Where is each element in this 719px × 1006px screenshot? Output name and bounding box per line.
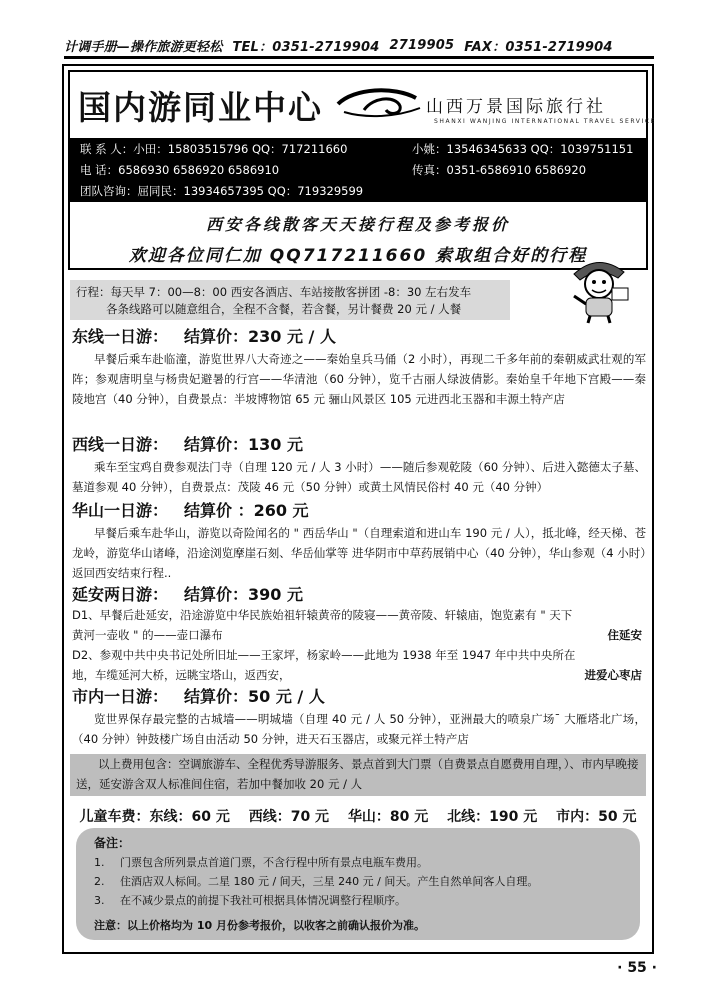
yanan-day2-b: 地，车缆延河大桥，远眺宝塔山，返西安， 进爱心枣店 (72, 665, 646, 685)
route-yanan (72, 582, 646, 685)
headline-block (70, 212, 646, 266)
contact-row-1-right: 小姚：13546345633 QQ：1039751151 (412, 142, 634, 156)
contact-block (70, 138, 646, 202)
route-huashan (72, 498, 646, 583)
yanan-day1-a: D1、早餐后赴延安，沿途游览中华民族始祖轩辕黄帝的陵寝——黄帝陵、轩辕庙，饱览素有 " 天下 (72, 608, 573, 622)
agency-name: 山西万景国际旅行社 (426, 97, 606, 117)
top-banner (64, 34, 654, 59)
itinerary-line-1: 行程：每天早 7：00—8：00 西安各酒店、车站接散客拼团 -8：30 左右发车 (76, 285, 472, 299)
route-huashan-name: 华山一日游： (72, 501, 169, 520)
route-city (72, 684, 646, 749)
contact-row-2: 电 话：6586930 6586920 6586910 (80, 163, 280, 177)
route-west-price: 结算价：130 元 (184, 435, 303, 454)
yanan-day2-shop: 进爱心枣店 (584, 668, 642, 682)
yanan-day1-stay: 住延安 (607, 628, 642, 642)
headline-main: 西安各线散客天天接行程及参考报价 (205, 215, 510, 234)
child-fare-city: 市内：50 元 (556, 809, 637, 825)
contact-row-1: 联 系 人：小田：15803515796 QQ：717211660 (80, 142, 348, 156)
tel-number-2: 2719905 (389, 37, 455, 53)
route-east-name: 东线一日游： (72, 327, 169, 346)
itinerary-box (70, 280, 510, 320)
route-yanan-name: 延安两日游： (72, 585, 169, 604)
tel-number: TEL：0351-2719904 (232, 39, 380, 55)
tour-guide-mascot-icon (562, 252, 636, 324)
page-frame (62, 64, 657, 954)
child-fares (64, 806, 652, 826)
route-huashan-price: 结算价 ：260 元 (184, 501, 309, 520)
child-fare-huashan: 华山：80 元 (347, 809, 429, 825)
notes-box (76, 828, 640, 940)
route-east-price: 结算价：230 元 / 人 (184, 327, 336, 346)
route-city-price: 结算价：50 元 / 人 (184, 687, 325, 706)
notes-footer: 注意：以上价格均为 10 月份参考报价，以收客之前确认报价为准。 (94, 919, 425, 932)
slogan: 计调手册—操作旅游更轻松 (64, 39, 223, 55)
route-west (72, 432, 646, 497)
itinerary-line-2: 各条线路可以随意组合，全程不含餐，若含餐，另计餐费 20 元 / 人餐 (106, 302, 462, 316)
agency-name-en: SHANXI WANJING INTERNATIONAL TRAVEL SERVICE (434, 118, 657, 125)
note-item: 1. 门票包含所列景点首道门票，不含行程中所有景点电瓶车费用。 (94, 856, 428, 869)
yanan-day1-b: 黄河一壶收 " 的——壶口瀑布 住延安 (72, 625, 646, 645)
headline-sub: 欢迎各位同仁加 QQ717211660 索取组合好的行程 (128, 246, 588, 266)
contact-row-2-right: 传真：0351-6586910 6586920 (412, 163, 587, 177)
page-number: · 55 · (617, 960, 657, 976)
note-item: 3. 在不减少景点的前提下我社可根据具体情况调整行程顺序。 (94, 894, 406, 907)
fax-number: FAX：0351-2719904 (464, 39, 613, 55)
route-east-desc: 早餐后乘车赴临潼，游览世界八大奇迹之——秦始皇兵马俑（2 小时），再现二千多年前的秦朝威武壮观的军阵；参观唐明皇与杨贵妃避暑的行宫——华清池（60 分钟），览千古丽人绿波倩影。秦始皇千年地下宫殿——秦陵地宫（40 分钟），自费景点：半坡博物馆 65 元 骊山风景区 105 元进西北玉器和丰源土特产店 (72, 352, 646, 406)
route-west-desc: 乘车至宝鸡自费参观法门寺（自理 120 元 / 人 3 小时）——随后参观乾陵（60 分钟）、后进入懿德太子墓、墓道参观 40 分钟），自费景点：茂陵 46 元（50 分钟）或黄土风情民俗村 40 元（40 分钟） (72, 460, 646, 494)
swirl-logo-icon (334, 82, 424, 122)
header-box (68, 70, 657, 270)
contact-row-3: 团队咨询：屈同民：13934657395 QQ：719329599 (80, 184, 364, 198)
yanan-day2-a: D2、参观中共中央书记处所旧址——王家坪，杨家岭——此地为 1938 年至 1947 年中共中央所在 (72, 648, 576, 662)
child-fare-label: 儿童车费： (79, 809, 150, 825)
route-city-desc: 览世界保存最完整的古城墙——明城墙（自理 40 元 / 人 50 分钟），亚洲最大的喷泉广场¯ 大雁塔北广场，（40 分钟）钟鼓楼广场自由活动 50 分钟，进天石玉器店，或聚元祥土特产店 (72, 712, 646, 746)
child-fare-north: 北线：190 元 (447, 809, 538, 825)
child-fare-east: 东线：60 元 (149, 809, 230, 825)
route-city-name: 市内一日游： (72, 687, 169, 706)
route-east (72, 324, 646, 409)
child-fare-west: 西线：70 元 (248, 809, 330, 825)
note-item: 2. 住酒店双人标间。二星 180 元 / 间天，三星 240 元 / 间天。产生自然单间客人自理。 (94, 875, 539, 888)
route-huashan-desc: 早餐后乘车赴华山，游览以奇险闻名的 " 西岳华山 "（自理索道和进山车 190 元 / 人），抵北峰，经天梯、苍龙岭，游览华山诸峰，沿途浏览摩崖石刻、华岳仙掌等 进华阴市中草药展销中心（40 分钟），华山参观（4 小时）返回西安结束行程.. (72, 526, 646, 580)
route-yanan-price: 结算价：390 元 (184, 585, 303, 604)
route-west-name: 西线一日游： (72, 435, 169, 454)
fee-includes: 以上费用包含：空调旅游车、全程优秀导游服务、景点首到大门票（自费景点自愿费用自理，）、市内早晚接送，延安游含双人标准间住宿，若加中餐加收 20 元 / 人 (70, 754, 646, 796)
notes-heading: 备注： (94, 836, 131, 850)
brand-title: 国内游同业中心 (78, 88, 323, 127)
